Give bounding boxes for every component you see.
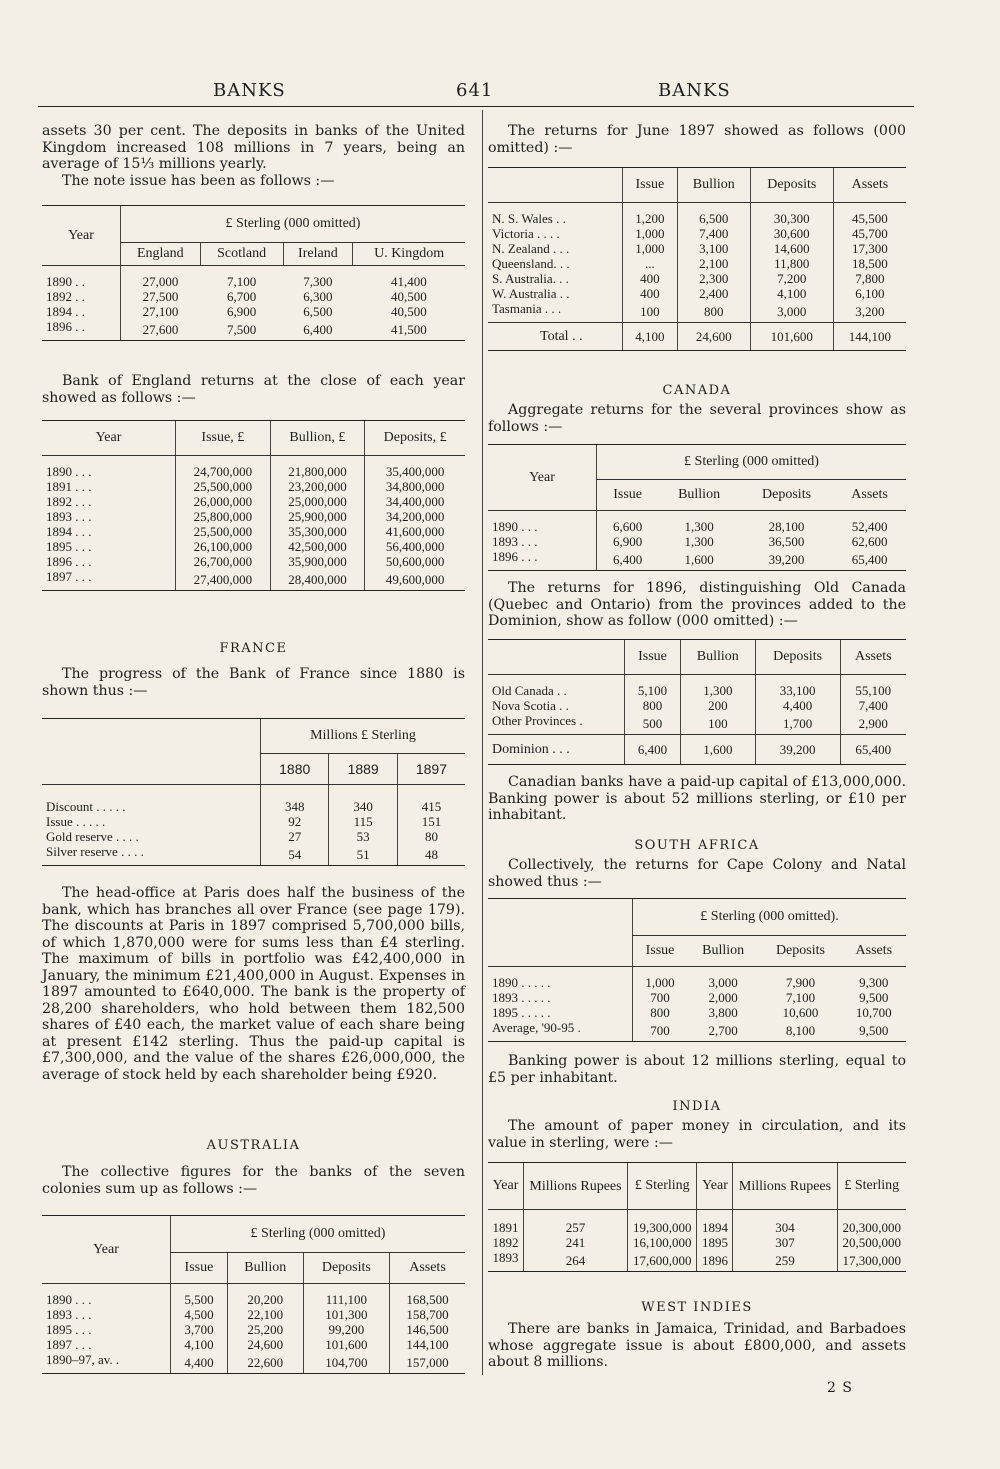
june1897-table-wrap: [488, 167, 906, 351]
australia-table-wrap: [42, 1215, 465, 1374]
table-row: 1893 . . . 25,800,000 25,900,000 34,200,000: [42, 509, 465, 524]
table-row: 1892 . . 27,500 6,700 6,300 40,500: [46, 289, 427, 304]
canada-intro2: The returns for 1896, distinguishing Old Canada (Quebec and Ontario) from the provinces added to the Dominion, show as follow (000 omitted) :—: [488, 580, 906, 629]
table-row: 1890 . . 27,000 7,100 7,300 41,400: [46, 274, 427, 289]
col-header: Issue, £: [176, 421, 271, 456]
table-row: Average, '90-95 . 700 2,700 8,100 9,500: [488, 1020, 906, 1042]
table-row: 1895 . . . 26,100,000 42,500,000 56,400,000: [42, 539, 465, 554]
table-row: Issue . . . . . 92 115 151: [42, 814, 465, 829]
canada-intro: Aggregate returns for the several provinces show as follows :—: [488, 402, 906, 435]
table-row: 1891 . . . 25,500,000 23,200,000 34,800,000: [42, 479, 465, 494]
canada-table: [488, 444, 906, 571]
south-africa-para: Banking power is about 12 millions sterling, equal to £5 per inhabitant.: [488, 1053, 906, 1086]
table-row: Queensland. . . ... 2,100 11,800 18,500: [488, 256, 906, 271]
uk-note-line: The note issue has been as follows :—: [62, 172, 335, 189]
col-header: Assets: [842, 936, 906, 967]
table-row: Discount . . . . . 348 340 415: [42, 799, 465, 814]
col-header: Issue: [597, 480, 659, 511]
col-header: Assets: [833, 480, 906, 511]
south-africa-intro: Collectively, the returns for Cape Colony and Natal showed thus :—: [488, 857, 906, 890]
table-row: 1896 . . . 6,400 1,600 39,200 65,400: [488, 549, 906, 571]
uk-note-table: [42, 205, 465, 341]
canada-para-block: [488, 774, 906, 824]
canada-para: Canadian banks have a paid-up capital of £13,000,000. Banking power is about 52 millions sterling, or £10 per inhabitant.: [488, 774, 906, 823]
col-header: Bullion: [687, 936, 759, 967]
table-row: 1894 . . . 25,500,000 35,300,000 41,600,000: [42, 524, 465, 539]
table-row: 1895 . . . . . 800 3,800 10,600 10,700: [492, 1005, 892, 1020]
col-group-header: £ Sterling (000 omitted).: [633, 899, 907, 936]
table-row: 1890 . . . 24,700,000 21,800,000 35,400,000: [42, 464, 465, 479]
section-heading-france: FRANCE: [219, 641, 288, 656]
col-header: Scotland: [200, 243, 283, 266]
table-row: 1890–97, av. . 4,400 22,600 104,700 157,000: [42, 1352, 465, 1374]
france-table: [42, 718, 465, 866]
col-header: Deposits: [759, 936, 841, 967]
running-header-right: BANKS: [658, 80, 731, 101]
col-header: Deposits: [750, 168, 833, 203]
south-africa-table: [488, 898, 906, 1042]
june1897-intro: The returns for June 1897 showed as follows (000 omitted) :—: [488, 123, 906, 156]
table-row: 1890 . . . 6,600 1,300 28,100 52,400: [492, 519, 888, 534]
table-row: 1893 . . . 4,500 22,100 101,300 158,700: [42, 1307, 465, 1322]
table-row: 1895 . . . 3,700 25,200 99,200 146,500: [42, 1322, 465, 1337]
australia-heading-block: [42, 1138, 465, 1197]
col-header: Year: [697, 1163, 733, 1210]
table-row: 1897 . . . 4,100 24,600 101,600 144,100: [42, 1337, 465, 1352]
col-header: Millions Rupees: [733, 1163, 837, 1210]
section-heading-canada: CANADA: [662, 383, 732, 398]
column-divider: [482, 110, 483, 1375]
west-indies-para: There are banks in Jamaica, Trinidad, and Barbadoes whose aggregate issue is about £800,000, and assets about 8 millions.: [488, 1321, 906, 1370]
table-row: Nova Scotia . . 800 200 4,400 7,400: [488, 698, 906, 713]
col-header: 1880: [261, 754, 329, 785]
col-header: Bullion: [227, 1253, 303, 1284]
table-row: Old Canada . . 5,100 1,300 33,100 55,100: [488, 683, 906, 698]
col-header: Year: [42, 421, 176, 456]
col-header: Issue: [633, 936, 688, 967]
table-row: Gold reserve . . . . 27 53 80: [42, 829, 465, 844]
boe-intro: Bank of England returns at the close of each year showed as follows :—: [42, 373, 465, 406]
table-row: 1897 . . . 27,400,000 28,400,000 49,600,000: [42, 569, 465, 591]
section-heading-west-indies: WEST INDIES: [641, 1300, 753, 1315]
table-row: Silver reserve . . . . 54 51 48: [42, 844, 465, 866]
table-row: 1893 264 17,600,000 1896 259 17,300,000: [488, 1250, 906, 1272]
signature-mark: 2 S: [827, 1380, 853, 1396]
col-header: 1897: [397, 754, 465, 785]
table-row: 1896 . . 27,600 7,500 6,400 41,500: [42, 319, 465, 341]
australia-intro: The collective figures for the banks of the seven colonies sum up as follows :—: [42, 1164, 465, 1197]
table-row: Tasmania . . . 100 800 3,000 3,200: [488, 301, 906, 323]
col-header: Year: [488, 1163, 523, 1210]
col-header: Bullion: [680, 640, 755, 675]
col-group-header: £ Sterling (000 omitted): [121, 206, 466, 243]
uk-note-table-wrap: [42, 205, 465, 341]
col-header-year: Year: [488, 445, 597, 511]
col-header: £ Sterling: [628, 1163, 697, 1210]
india-table: [488, 1162, 906, 1272]
table-row: 1896 . . . 26,700,000 35,900,000 50,600,000: [42, 554, 465, 569]
table-row: 1890 . . . 5,500 20,200 111,100 168,500: [42, 1292, 465, 1307]
table-row: 1893 . . . . . 700 2,000 7,100 9,500: [492, 990, 889, 1005]
col-header: 1889: [329, 754, 397, 785]
south-africa-table-wrap: [488, 898, 906, 1042]
section-heading-australia: AUSTRALIA: [206, 1138, 301, 1153]
boe-table-wrap: [42, 420, 465, 591]
col-header-year: Year: [42, 1216, 171, 1284]
col-header: Millions Rupees: [523, 1163, 627, 1210]
june1897-table: [488, 167, 906, 351]
col-header: £ Sterling: [837, 1163, 906, 1210]
col-header: Deposits: [303, 1253, 389, 1284]
col-group-header: Millions £ Sterling: [261, 719, 466, 754]
table-row: Victoria . . . . 1,000 7,400 30,600 45,700: [488, 226, 906, 241]
col-header: Bullion: [658, 480, 740, 511]
running-header-left: BANKS: [213, 80, 286, 101]
france-heading-block: [42, 641, 465, 699]
uk-intro: assets 30 per cent. The deposits in banks of the United Kingdom increased 108 millions in 7 years, being an average of 15⅓ millions yearly.: [42, 123, 465, 172]
col-header: Bullion: [677, 168, 750, 203]
col-header: Issue: [625, 640, 681, 675]
table-row: 1890 . . . . . 1,000 3,000 7,900 9,300: [492, 975, 889, 990]
france-intro: The progress of the Bank of France since 1880 is shown thus :—: [42, 666, 465, 699]
table-row: 1894 . . 27,100 6,900 6,500 40,500: [46, 304, 427, 319]
col-header: Issue: [171, 1253, 228, 1284]
table-row-total: Dominion . . . 6,400 1,600 39,200 65,400: [488, 735, 906, 765]
india-intro: The amount of paper money in circulation, and its value in sterling, were :—: [488, 1118, 906, 1151]
canada-table-wrap: [488, 444, 906, 571]
france-para: The head-office at Paris does half the business of the bank, which has branches all over France (see page 179). The discounts at Paris in 1897 comprised 5,700,000 bills, of which 1,870,000 were for sums less than £4 sterling. The maximum of bills in portfolio was £42,400,000 in January, the minimum £21,400,000 in August. Expenses in 1897 amounted to £640,000. The bank is the property of 28,200 shareholders, who hold between them 182,500 shares of £40 each, the market value of each share being at present £142 sterling. Thus the paid-up capital is £7,300,000, and the value of the shares £26,000,000, the average of stock held by each shareholder being £920.: [42, 885, 465, 1083]
table-row: 1892 . . . 26,000,000 25,000,000 34,400,000: [42, 494, 465, 509]
col-header-year: Year: [42, 206, 121, 266]
boe-table: [42, 420, 465, 591]
col-header: Deposits: [755, 640, 840, 675]
section-heading-south-africa: SOUTH AFRICA: [634, 838, 760, 853]
west-indies-block: [488, 1300, 906, 1371]
col-header: Assets: [389, 1253, 465, 1284]
table-row: 1893 . . . 6,900 1,300 36,500 62,600: [492, 534, 888, 549]
col-header: Assets: [833, 168, 906, 203]
table-row-total: Total . . 4,100 24,600 101,600 144,100: [488, 323, 906, 351]
col-header: Issue: [623, 168, 678, 203]
june1897-intro-block: [488, 123, 906, 156]
canada-heading-block: [488, 383, 906, 435]
table-row: 1892 241 16,100,000 1895 307 20,500,000: [488, 1235, 906, 1250]
canada-intro2-block: [488, 580, 906, 630]
table-row: N. S. Wales . . 1,200 6,500 30,300 45,500: [488, 211, 906, 226]
south-africa-para-block: [488, 1053, 906, 1086]
header-rule: [38, 106, 914, 107]
table-row: N. Zealand . . . 1,000 3,100 14,600 17,300: [488, 241, 906, 256]
col-header: U. Kingdom: [353, 243, 465, 266]
col-header: Deposits, £: [365, 421, 465, 456]
page-number: 641: [456, 80, 494, 101]
table-row: Other Provinces . 500 100 1,700 2,900: [488, 713, 906, 735]
col-header: Bullion, £: [270, 421, 365, 456]
boe-intro-block: [42, 373, 465, 406]
table-row: 1891 257 19,300,000 1894 304 20,300,000: [488, 1220, 906, 1235]
col-header: Deposits: [740, 480, 833, 511]
france-para-block: [42, 885, 465, 1083]
south-africa-heading-block: [488, 838, 906, 890]
col-header: Ireland: [283, 243, 353, 266]
section-heading-india: INDIA: [672, 1099, 722, 1114]
australia-table: [42, 1215, 465, 1374]
canada-dominion-table: [488, 639, 906, 765]
india-table-wrap: [488, 1162, 906, 1272]
col-group-header: £ Sterling (000 omitted): [597, 445, 907, 480]
france-table-wrap: [42, 718, 465, 866]
india-heading-block: [488, 1099, 906, 1151]
col-header: Assets: [840, 640, 906, 675]
canada-table2-wrap: [488, 639, 906, 765]
uk-intro-block: [42, 123, 465, 189]
col-header: England: [121, 243, 201, 266]
table-row: W. Australia . . 400 2,400 4,100 6,100: [488, 286, 906, 301]
table-row: S. Australia. . . 400 2,300 7,200 7,800: [488, 271, 906, 286]
col-group-header: £ Sterling (000 omitted): [171, 1216, 466, 1253]
